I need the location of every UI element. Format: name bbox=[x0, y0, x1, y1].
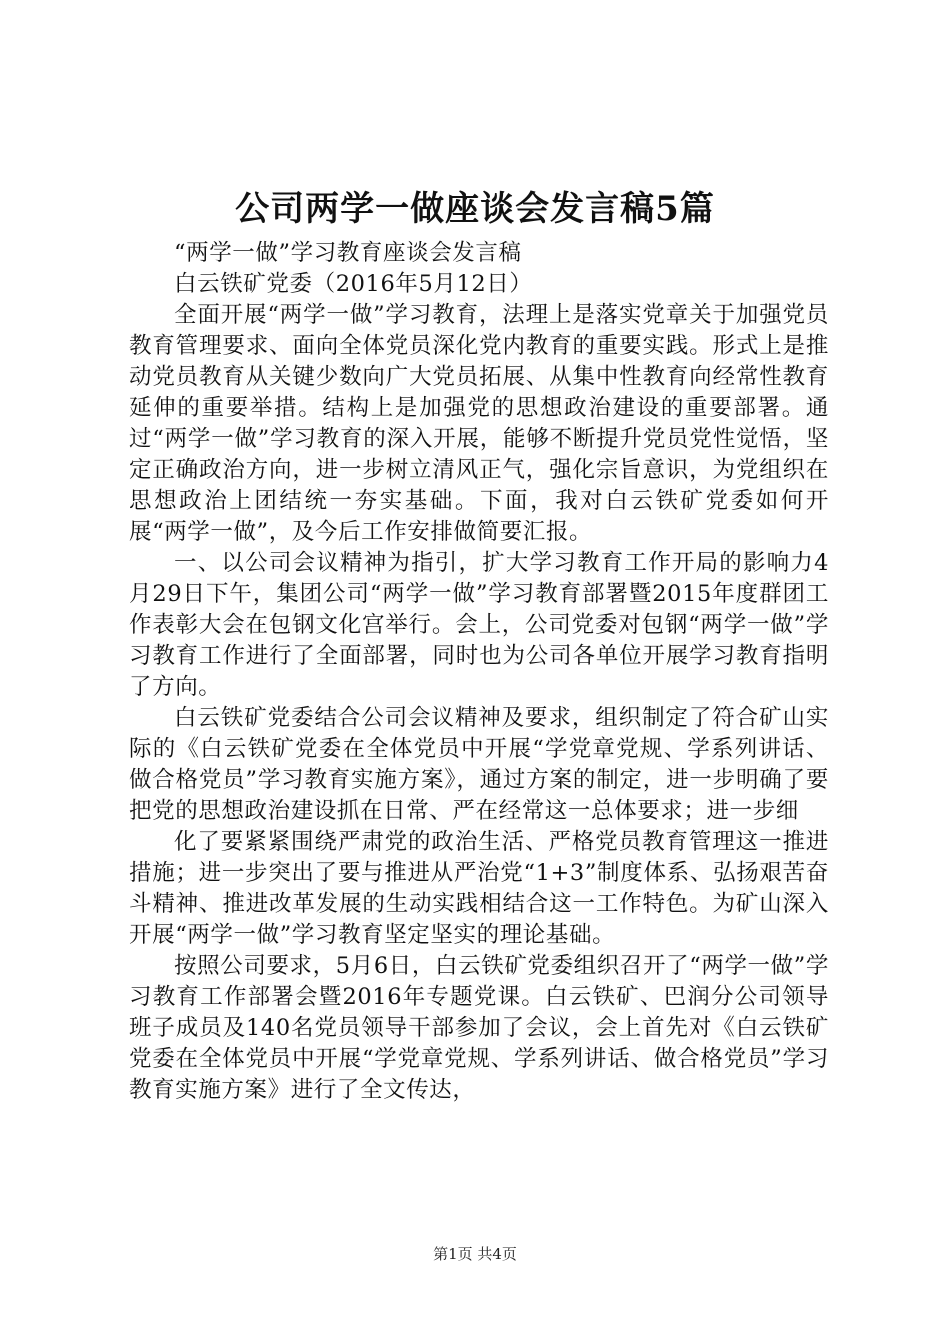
document-body bbox=[129, 238, 829, 1106]
paragraph: 一、以公司会议精神为指引，扩大学习教育工作开局的影响力4月29日下午，集团公司“两学一做”学习教育部署暨2015年度群团工作表彰大会在包钢文化宫举行。会上，公司党委对包钢“两学一做”学习教育工作进行了全面部署，同时也为公司各单位开展学习教育指明了方向。 bbox=[129, 550, 829, 700]
paragraph: 化了要紧紧围绕严肃党的政治生活、严格党员教育管理这一推进措施；进一步突出了要与推进从严治党“1+3”制度体系、弘扬艰苦奋斗精神、推进改革发展的生动实践相结合这一工作特色。为矿山深入开展“两学一做”学习教育坚定坚实的理论基础。 bbox=[129, 829, 829, 948]
paragraph: 白云铁矿党委结合公司会议精神及要求，组织制定了符合矿山实际的《白云铁矿党委在全体党员中开展“学党章党规、学系列讲话、做合格党员”学习教育实施方案》，通过方案的制定，进一步明确了要把党的思想政治建设抓在日常、严在经常这一总体要求；进一步细 bbox=[129, 705, 829, 824]
paragraph-author-date: 白云铁矿党委（2016年5月12日） bbox=[174, 271, 533, 297]
paragraph: 全面开展“两学一做”学习教育，法理上是落实党章关于加强党员教育管理要求、面向全体党员深化党内教育的重要实践。形式上是推动党员教育从关键少数向广大党员拓展、从集中性教育向经常性教育延伸的重要举措。结构上是加强党的思想政治建设的重要部署。通过“两学一做”学习教育的深入开展，能够不断提升党员党性觉悟，坚定正确政治方向，进一步树立清风正气，强化宗旨意识，为党组织在思想政治上团结统一夯实基础。下面，我对白云铁矿党委如何开展“两学一做”，及今后工作安排做简要汇报。 bbox=[129, 302, 829, 545]
page-number-footer: 第1页 共4页 bbox=[433, 1245, 517, 1263]
document-title: 公司两学一做座谈会发言稿5篇 bbox=[235, 189, 715, 229]
paragraph-subtitle: “两学一做”学习教育座谈会发言稿 bbox=[174, 240, 522, 266]
paragraph: 按照公司要求，5月6日，白云铁矿党委组织召开了“两学一做”学习教育工作部署会暨2016年专题党课。白云铁矿、巴润分公司领导班子成员及140名党员领导干部参加了会议，会上首先对《白云铁矿党委在全体党员中开展“学党章党规、学系列讲话、做合格党员”学习教育实施方案》进行了全文传达， bbox=[129, 953, 829, 1103]
